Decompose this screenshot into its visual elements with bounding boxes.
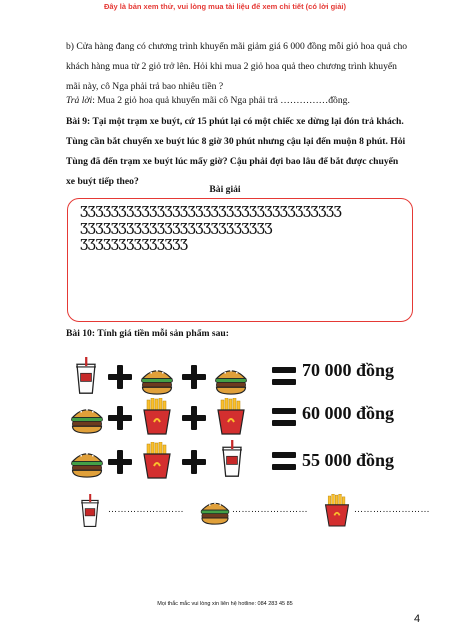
equals-icon <box>272 367 296 387</box>
blank-fries: …………………… <box>354 504 430 514</box>
page-number: 4 <box>414 613 421 625</box>
blank-burger: …………………… <box>232 504 308 514</box>
plus-icon <box>108 365 132 389</box>
equals-icon <box>272 408 296 428</box>
fries-icon <box>140 442 174 480</box>
equals-icon <box>272 452 296 472</box>
plus-icon <box>182 450 206 474</box>
fries-icon <box>214 398 248 436</box>
footer-hotline: Mọi thắc mắc vui lòng xin liên hệ hotline: 084 283 45 85 <box>157 601 293 607</box>
plus-icon <box>108 450 132 474</box>
plus-icon <box>182 406 206 430</box>
burger-icon <box>200 498 230 525</box>
drink-icon <box>216 440 248 478</box>
bai-giai-title: Bài giải <box>209 184 241 195</box>
bai10-title: Bài 10: Tính giá tiền mỗi sản phẩm sau: <box>66 328 229 339</box>
answer-line-1: ӠӠӠӠӠӠӠӠӠӠӠӠӠӠӠӠӠӠӠӠӠӠӠӠӠӠӠӠӠӠӠӠӠӠ <box>80 205 342 221</box>
answer-line <box>66 91 408 111</box>
preview-banner: Đây là bản xem thử, vui lòng mua tài liệu để xem chi tiết (có lời giải) <box>103 2 347 11</box>
part-b-question: b) Cửa hàng đang có chương trình khuyến mãi giảm giá 6 000 đồng mỗi giỏ hoa quả cho khách hàng mua từ 2 giỏ trở lên. Hỏi khi mua 2 giỏ hoa quả theo chương trình khuyến mãi này, cô Nga phải trả bao nhiêu tiền ? <box>66 41 408 92</box>
fries-icon <box>140 398 174 436</box>
drink-icon <box>76 494 104 528</box>
answer-line-3: ӠӠӠӠӠӠӠӠӠӠӠӠӠӠ <box>80 238 188 254</box>
answer-label: Trả lời <box>66 95 93 106</box>
burger-icon <box>70 404 104 434</box>
drink-icon <box>70 357 102 395</box>
bai9-question: Bài 9: Tại một trạm xe buýt, cứ 15 phút lại có một chiếc xe dừng lại đón trả khách. Tùng cần bắt chuyến xe buýt lúc 8 giờ 30 phút nhưng cậu lại đến muộn 8 phút. Hỏi Tùng đã đến trạm xe buýt lúc mấy giờ? Cậu phải đợi bao lâu để bắt được chuyến xe buýt tiếp theo? <box>66 116 406 187</box>
answer-lines <box>80 205 410 255</box>
price-3: 55 000 đồng <box>302 450 395 470</box>
plus-icon <box>108 406 132 430</box>
blank-drink: …………………… <box>108 504 184 514</box>
burger-icon <box>214 365 248 395</box>
answer-text: : Mua 2 giỏ hoa quả khuyến mãi cô Nga phải trả ……………đồng. <box>92 95 350 106</box>
fries-icon <box>322 494 352 528</box>
burger-icon <box>140 365 174 395</box>
price-2: 60 000 đồng <box>302 403 395 423</box>
plus-icon <box>182 365 206 389</box>
answer-line-2: ӠӠӠӠӠӠӠӠӠӠӠӠӠӠӠӠӠӠӠӠӠӠӠӠӠ <box>80 221 273 238</box>
price-1: 70 000 đồng <box>302 360 395 380</box>
burger-icon <box>70 448 104 478</box>
